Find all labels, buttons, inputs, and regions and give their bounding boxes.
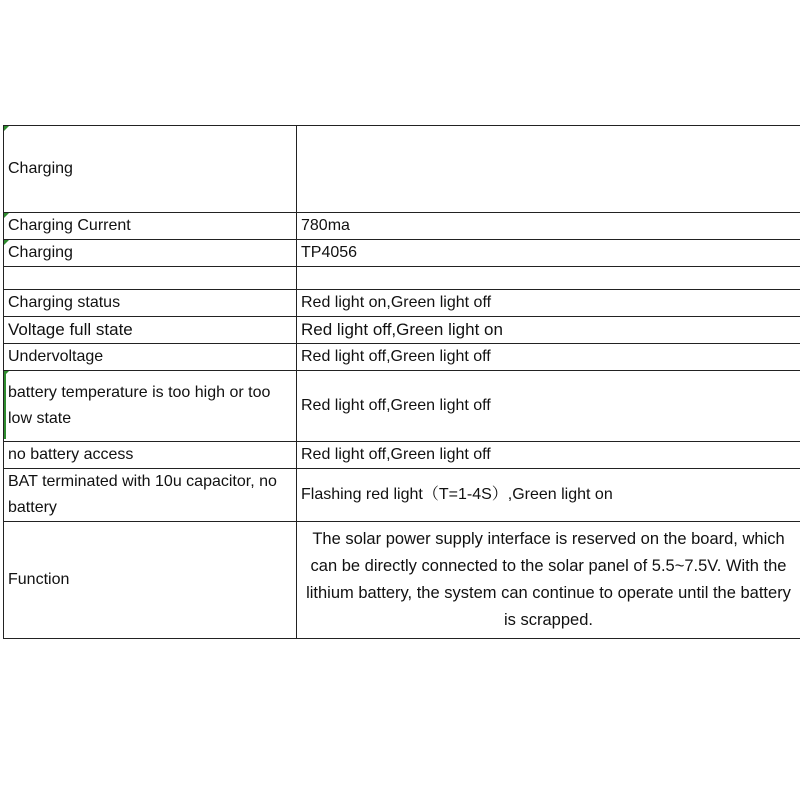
table-row bbox=[4, 126, 800, 213]
table-row bbox=[4, 522, 800, 639]
row-label: Undervoltage bbox=[8, 348, 104, 365]
row-value-cell bbox=[297, 442, 800, 469]
table-row bbox=[4, 317, 800, 344]
table-row bbox=[4, 267, 800, 290]
row-label: Charging Current bbox=[8, 217, 131, 234]
row-value: 780ma bbox=[301, 217, 350, 234]
cell-marker-icon bbox=[4, 240, 9, 245]
row-value: Red light on,Green light off bbox=[301, 294, 492, 311]
row-label-cell bbox=[4, 317, 297, 344]
row-label: BAT terminated with 10u capacitor, no battery bbox=[8, 473, 277, 516]
row-value: TP4056 bbox=[301, 244, 358, 261]
row-label-cell bbox=[4, 469, 297, 522]
row-label-cell bbox=[4, 522, 297, 639]
row-label-cell bbox=[4, 344, 297, 371]
row-label: battery temperature is too high or too low state bbox=[8, 384, 271, 427]
spec-sheet bbox=[3, 125, 800, 639]
function-description: The solar power supply interface is reserved on the board, which can be directly connected to the solar panel of 5.5~7.5V. With the lithium battery, the system can continue to operate until the battery is scrapped. bbox=[306, 530, 791, 629]
table-row bbox=[4, 240, 800, 267]
cell-marker-icon bbox=[4, 213, 9, 218]
row-value: Red light off,Green light off bbox=[301, 446, 491, 463]
row-label-cell bbox=[4, 240, 297, 267]
row-label: Function bbox=[8, 571, 70, 588]
row-label-cell bbox=[4, 371, 297, 442]
table-row bbox=[4, 371, 800, 442]
row-label: Charging status bbox=[8, 294, 121, 311]
row-label-cell bbox=[4, 126, 297, 213]
row-value-cell bbox=[297, 213, 800, 240]
table-row bbox=[4, 344, 800, 371]
spec-table bbox=[3, 125, 800, 639]
cell-marker-icon bbox=[4, 126, 9, 131]
row-value-cell bbox=[297, 317, 800, 344]
row-label-cell bbox=[4, 267, 297, 290]
table-row bbox=[4, 290, 800, 317]
cell-side-marker bbox=[4, 373, 6, 439]
row-label: Charging bbox=[8, 244, 73, 261]
row-value-cell bbox=[297, 267, 800, 290]
row-value: Flashing red light（T=1-4S）,Green light on bbox=[301, 486, 613, 503]
row-value-cell bbox=[297, 290, 800, 317]
row-value: Red light off,Green light on bbox=[301, 320, 503, 339]
row-label: no battery access bbox=[8, 446, 134, 463]
row-label-cell bbox=[4, 442, 297, 469]
row-label: Voltage full state bbox=[8, 320, 133, 339]
row-label-cell bbox=[4, 290, 297, 317]
row-label-cell bbox=[4, 213, 297, 240]
row-label: Charging bbox=[8, 160, 73, 177]
row-value-cell bbox=[297, 522, 800, 639]
row-value: Red light off,Green light off bbox=[301, 397, 491, 414]
table-row bbox=[4, 469, 800, 522]
table-row bbox=[4, 442, 800, 469]
row-value-cell bbox=[297, 126, 800, 213]
row-value-cell bbox=[297, 240, 800, 267]
row-value-cell bbox=[297, 371, 800, 442]
row-value: Red light off,Green light off bbox=[301, 348, 491, 365]
table-row bbox=[4, 213, 800, 240]
row-value-cell bbox=[297, 469, 800, 522]
row-value-cell bbox=[297, 344, 800, 371]
